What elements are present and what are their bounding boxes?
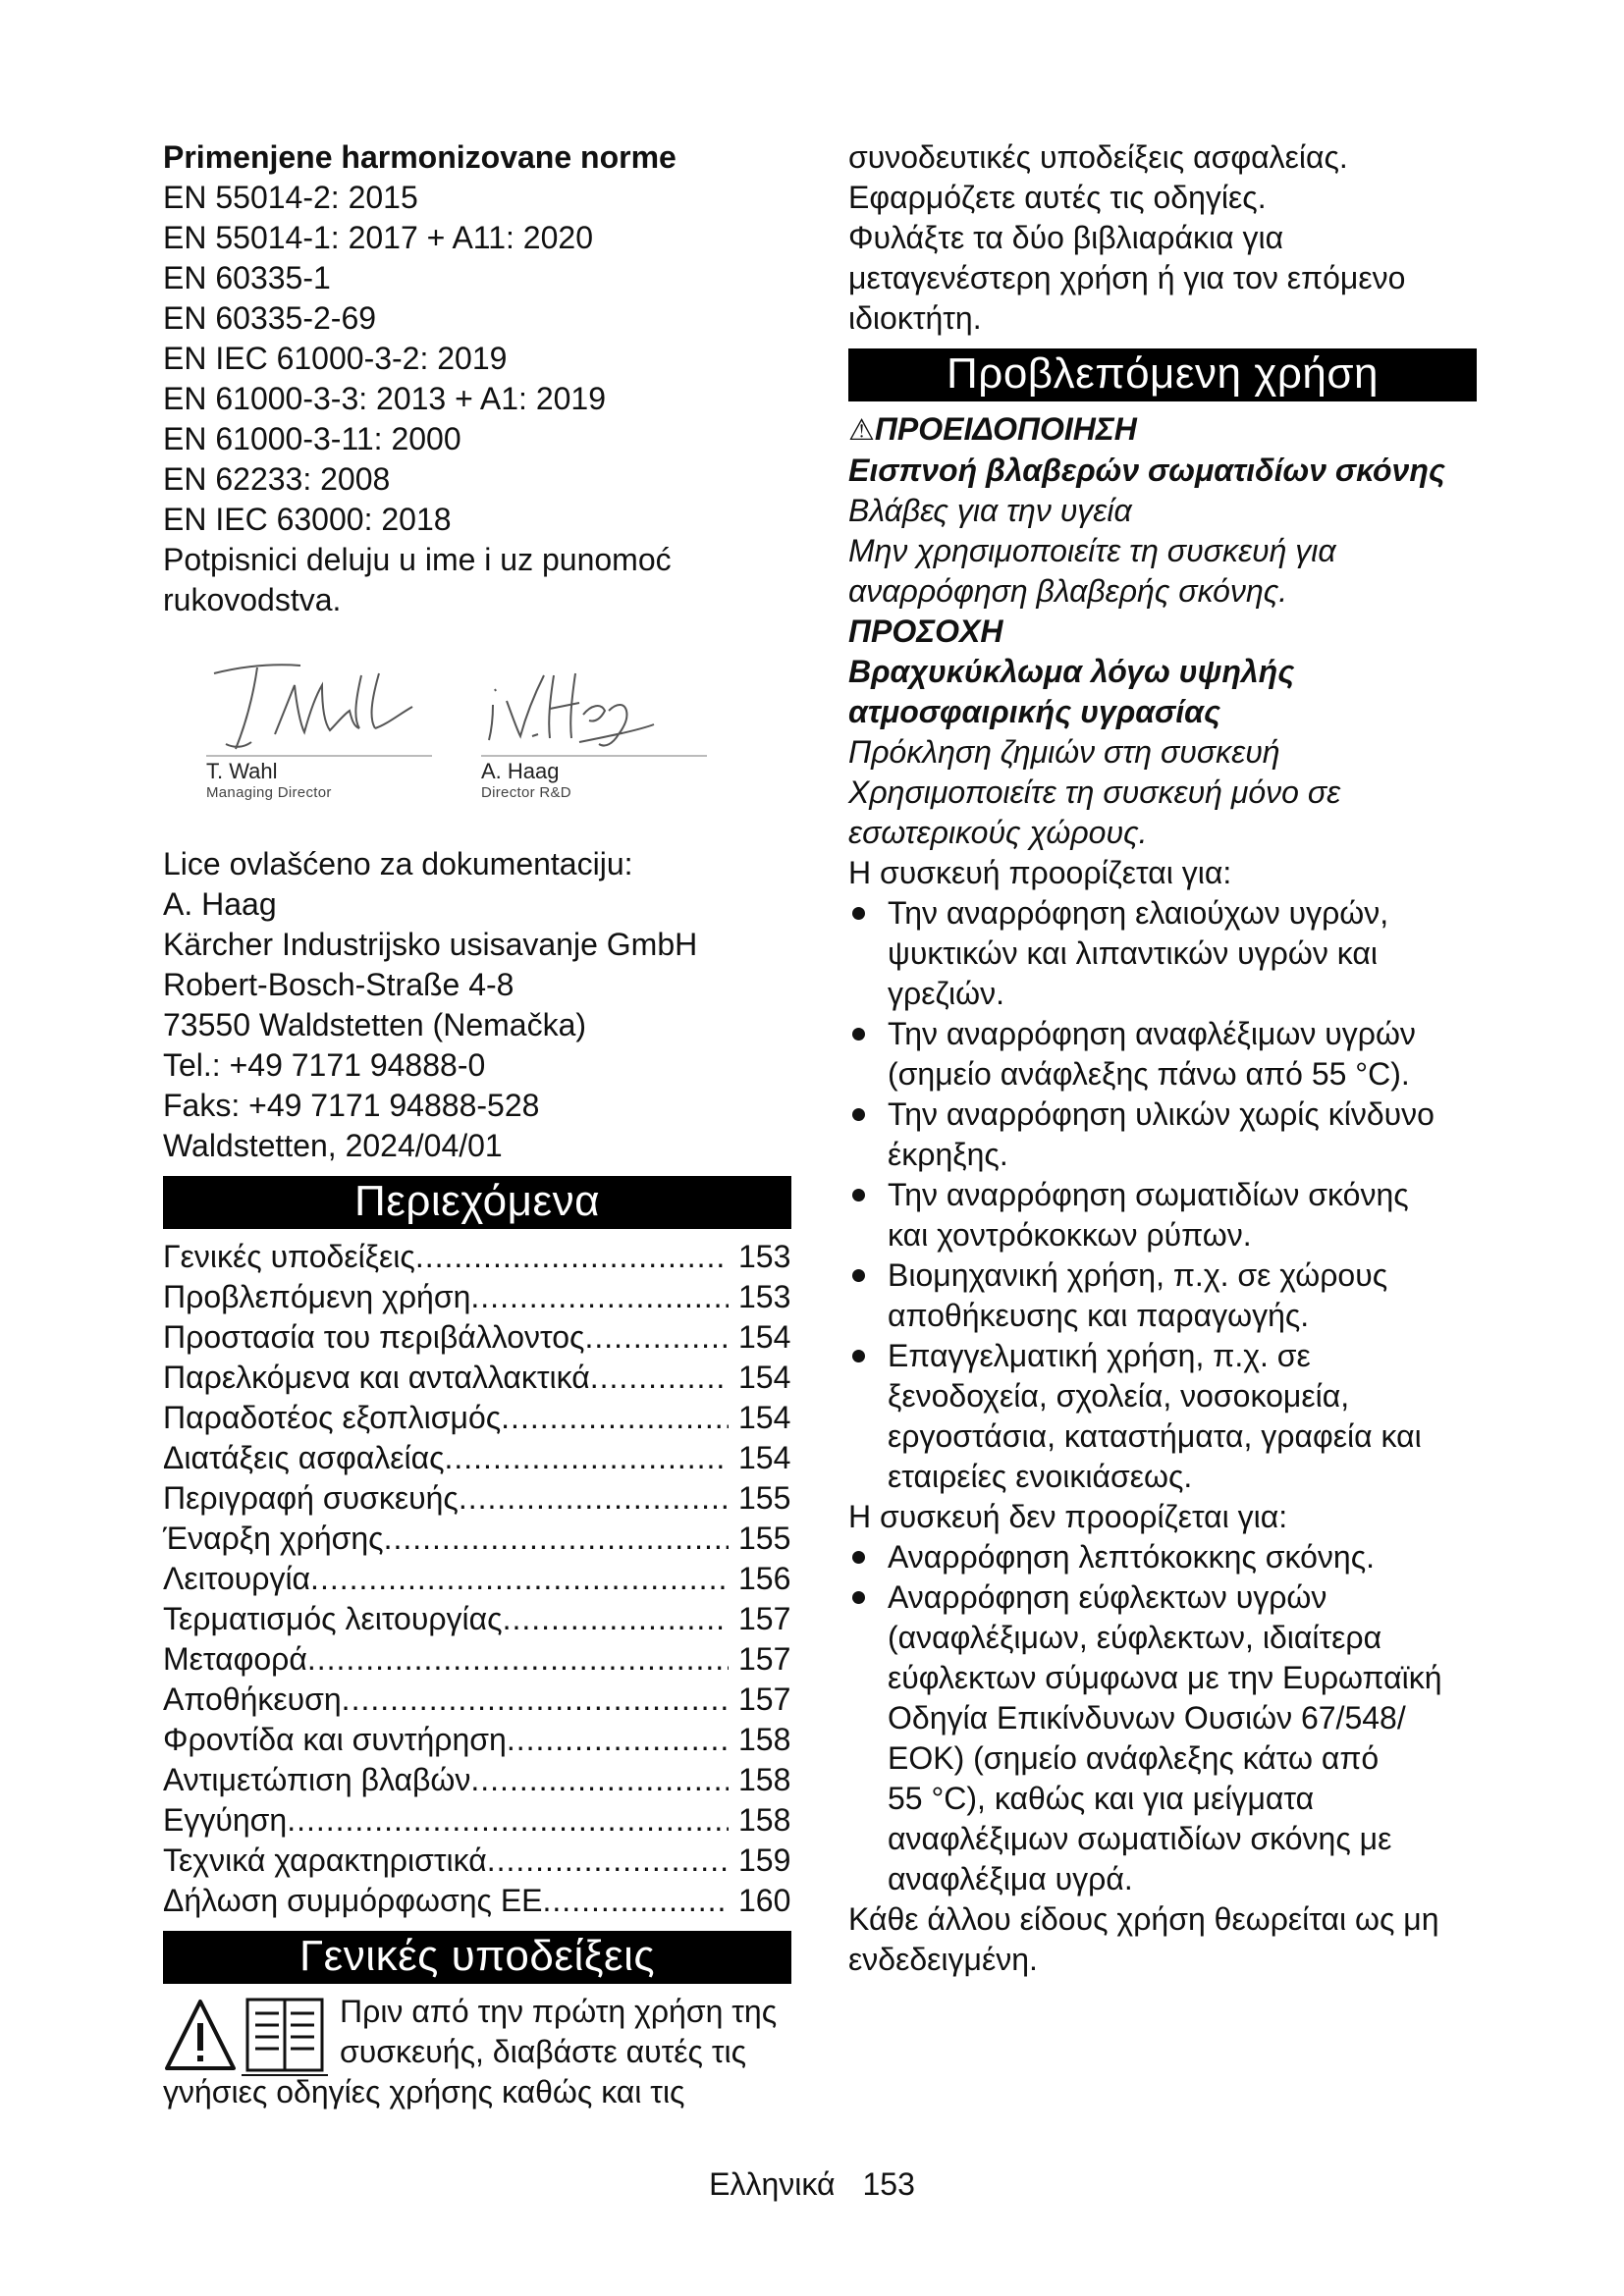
bullet-icon [852, 1028, 865, 1041]
toc-leader [507, 1720, 729, 1760]
footer-language: Ελληνικά [709, 2166, 836, 2202]
toc-entry[interactable] [163, 1639, 791, 1680]
toc-entry-page: 158 [738, 1722, 791, 1757]
list-item [848, 1577, 1477, 1899]
signatories-text: Potpisnici deluju u ime i uz punomoć [163, 542, 672, 577]
toc-leader [444, 1438, 729, 1478]
toc-entry[interactable] [163, 1599, 791, 1639]
toc-leader [470, 1277, 729, 1317]
list-item-line: αποθήκευσης και παραγωγής. [888, 1298, 1310, 1333]
warning-text: αναρρόφηση βλαβερής σκόνης. [848, 573, 1288, 609]
contact-line: A. Haag [163, 886, 277, 922]
warning-text: Βλάβες για την υγεία [848, 493, 1132, 528]
toc-entry[interactable] [163, 1358, 791, 1398]
list-item [848, 1175, 1477, 1255]
list-item [848, 1095, 1477, 1175]
toc-entry-title: Αντιμετώπιση βλαβών [163, 1762, 471, 1797]
list-item-line: αναφλέξιμων σωματιδίων σκόνης με [888, 1821, 1392, 1856]
bullet-icon [852, 1269, 865, 1282]
toc-entry-title: Λειτουργία [163, 1561, 311, 1596]
toc-heading: Περιεχόμενα [163, 1176, 791, 1229]
caution-title: Βραχυκύκλωμα λόγω υψηλής [848, 654, 1295, 689]
contact-line: Robert-Bosch-Straße 4-8 [163, 967, 514, 1002]
list-item-line: Την αναρρόφηση αναφλέξιμων υγρών [888, 1016, 1416, 1051]
list-item [848, 1255, 1477, 1336]
signature-block [206, 646, 432, 802]
toc-entry-title: Μεταφορά [163, 1641, 307, 1677]
toc-entry-title: Διατάξεις ασφαλείας [163, 1440, 445, 1475]
toc-leader [310, 1559, 729, 1599]
list-item [848, 893, 1477, 1014]
toc-entry-page: 157 [738, 1601, 791, 1636]
contact-line: Kärcher Industrijsko usisavanje GmbH [163, 927, 698, 962]
signatures [163, 646, 791, 832]
toc-entry-page: 153 [738, 1279, 791, 1314]
bullet-icon [852, 1108, 865, 1121]
toc-entry-page: 156 [738, 1561, 791, 1596]
intended-use-list [848, 893, 1477, 1497]
toc-leader [459, 1478, 729, 1519]
warning-title: Εισπνοή βλαβερών σωματιδίων σκόνης [848, 453, 1445, 488]
caution-label: ΠΡΟΣΟΧΗ [848, 614, 1003, 649]
general-notes-line: γνήσιες οδηγίες χρήσης καθώς και τις [163, 2074, 685, 2109]
list-item [848, 1336, 1477, 1497]
list-item [848, 1014, 1477, 1095]
toc-leader [470, 1760, 729, 1800]
list-item-line: Την αναρρόφηση σωματιδίων σκόνης [888, 1177, 1409, 1212]
toc-entry-page: 158 [738, 1762, 791, 1797]
page-footer [0, 2166, 1624, 2203]
list-item-line: Βιομηχανική χρήση, π.χ. σε χώρους [888, 1257, 1388, 1293]
list-item-line: εύφλεκτων σύμφωνα με την Ευρωπαϊκή [888, 1660, 1442, 1695]
contact-line: Faks: +49 7171 94888-528 [163, 1088, 540, 1123]
toc-entry[interactable] [163, 1760, 791, 1800]
warning-triangle-icon [167, 2002, 234, 2068]
warning-label: ΠΡΟΕΙΔΟΠΟΙΗΣΗ [874, 411, 1137, 447]
signature-wahl-image [206, 646, 432, 759]
norm-item: EN 55014-1: 2017 + A11: 2020 [163, 220, 593, 255]
toc-entry[interactable] [163, 1841, 791, 1881]
toc-entry-title: Παραδοτέος εξοπλισμός [163, 1400, 502, 1435]
bullet-icon [852, 1551, 865, 1564]
norm-item: EN 61000-3-3: 2013 + A1: 2019 [163, 381, 607, 416]
toc-entry[interactable] [163, 1720, 791, 1760]
list-item-line: Την αναρρόφηση υλικών χωρίς κίνδυνο [888, 1096, 1435, 1132]
bullet-icon [852, 907, 865, 920]
toc-leader [287, 1800, 729, 1841]
list-item-line: Αναρρόφηση εύφλεκτων υγρών [888, 1579, 1327, 1615]
list-item-line: εταιρείες ενοικιάσεως. [888, 1459, 1193, 1494]
toc-entry-page: 160 [738, 1883, 791, 1918]
caution-title: ατμοσφαιρικής υγρασίας [848, 694, 1221, 729]
norm-item: EN 62233: 2008 [163, 461, 391, 497]
signature-name: T. Wahl [206, 759, 278, 783]
toc-leader [590, 1358, 729, 1398]
toc-entry-page: 159 [738, 1842, 791, 1878]
signature-haag-image [481, 646, 707, 759]
signatories-text: rukovodstva. [163, 582, 342, 617]
text-line: μεταγενέστερη χρήση ή για τον επόμενο [848, 260, 1406, 295]
list-item-line: γρεζιών. [888, 976, 1004, 1011]
toc-leader [384, 1519, 729, 1559]
toc-entry-page: 157 [738, 1682, 791, 1717]
left-column [163, 137, 791, 2112]
list-item-line: (αναφλέξιμων, εύφλεκτων, ιδιαίτερα [888, 1620, 1382, 1655]
toc-entry-title: Φροντίδα και συντήρηση [163, 1722, 507, 1757]
toc-entry[interactable] [163, 1881, 791, 1921]
toc-entry-page: 155 [738, 1480, 791, 1516]
not-intended-for-intro: Η συσκευή δεν προορίζεται για: [848, 1499, 1288, 1534]
norm-item: EN 55014-2: 2015 [163, 180, 418, 215]
signature-block [481, 646, 707, 802]
list-item-line: ψυκτικών και λιπαντικών υγρών και [888, 935, 1378, 971]
toc-entry-page: 157 [738, 1641, 791, 1677]
signature-title: Managing Director [206, 784, 332, 801]
norm-item: EN 61000-3-11: 2000 [163, 421, 461, 456]
toc-entry-title: Περιγραφή συσκευής [163, 1480, 459, 1516]
intended-for-intro: Η συσκευή προορίζεται για: [848, 855, 1232, 890]
toc-leader [584, 1317, 729, 1358]
warning-sign-icon: ⚠ [848, 414, 875, 447]
table-of-contents [163, 1237, 791, 1921]
toc-entry-title: Τερματισμός λειτουργίας [163, 1601, 503, 1636]
contact-line: Lice ovlašćeno za dokumentaciju: [163, 846, 633, 881]
norm-item: EN IEC 63000: 2018 [163, 502, 452, 537]
list-item-line: (σημείο ανάφλεξης πάνω από 55 °C). [888, 1056, 1410, 1092]
contact-line: Waldstetten, 2024/04/01 [163, 1128, 503, 1163]
text-line: ιδιοκτήτη. [848, 300, 982, 336]
norm-item: EN 60335-2-69 [163, 300, 377, 336]
list-item-line: Οδηγία Επικίνδυνων Ουσιών 67/548/ [888, 1700, 1406, 1735]
toc-entry[interactable] [163, 1478, 791, 1519]
list-item-line: 55 °C), καθώς και για μείγματα [888, 1781, 1315, 1816]
footer-page-number: 153 [862, 2166, 915, 2202]
toc-entry-page: 154 [738, 1400, 791, 1435]
toc-entry-title: Προβλεπόμενη χρήση [163, 1279, 471, 1314]
toc-entry-title: Αποθήκευση [163, 1682, 342, 1717]
warning-text: Μην χρησιμοποιείτε τη συσκευή για [848, 533, 1336, 568]
right-column [848, 137, 1477, 1980]
text-line: Εφαρμόζετε αυτές τις οδηγίες. [848, 180, 1267, 215]
general-notes-line: Πριν από την πρώτη χρήση της [340, 1994, 778, 2029]
norm-item: EN IEC 61000-3-2: 2019 [163, 341, 508, 376]
toc-entry-title: Προστασία του περιβάλλοντος [163, 1319, 585, 1355]
signature-title: Director R&D [481, 784, 571, 801]
list-item-line: εργοστάσια, καταστήματα, γραφεία και [888, 1418, 1422, 1454]
norm-item: EN 60335-1 [163, 260, 331, 295]
toc-entry-title: Δήλωση συμμόρφωσης ΕΕ [163, 1883, 543, 1918]
manual-book-icon [242, 2000, 328, 2076]
toc-entry[interactable] [163, 1800, 791, 1841]
list-item-line: Επαγγελματική χρήση, π.χ. σε [888, 1338, 1311, 1373]
list-item-line: Αναρρόφηση λεπτόκοκκης σκόνης. [888, 1539, 1376, 1575]
closing-text: ενδεδειγμένη. [848, 1942, 1038, 1977]
text-line: Φυλάξτε τα δύο βιβλιαράκια για [848, 220, 1284, 255]
contact-line: 73550 Waldstetten (Nemačka) [163, 1007, 587, 1042]
bullet-icon [852, 1189, 865, 1201]
toc-entry-title: Τεχνικά χαρακτηριστικά [163, 1842, 487, 1878]
toc-entry-page: 153 [738, 1239, 791, 1274]
toc-entry[interactable] [163, 1438, 791, 1478]
norms-list [163, 178, 791, 540]
toc-leader [415, 1237, 729, 1277]
toc-entry-page: 154 [738, 1319, 791, 1355]
warning-and-manual-icons [163, 1994, 330, 2076]
toc-leader [487, 1841, 729, 1881]
toc-entry[interactable] [163, 1398, 791, 1438]
toc-entry-page: 158 [738, 1802, 791, 1838]
bullet-icon [852, 1591, 865, 1604]
list-item-line: και χοντρόκοκκων ρύπων. [888, 1217, 1252, 1253]
contact-line: Tel.: +49 7171 94888-0 [163, 1047, 486, 1083]
caution-text: Χρησιμοποιείτε τη συσκευή μόνο σε [848, 774, 1341, 810]
closing-text: Κάθε άλλου είδους χρήση θεωρείται ως μη [848, 1901, 1439, 1937]
general-notes-line: συσκευής, διαβάστε αυτές τις [340, 2034, 747, 2069]
list-item-line: ΕΟΚ) (σημείο ανάφλεξης κάτω από [888, 1740, 1380, 1776]
toc-entry-title: Εγγύηση [163, 1802, 288, 1838]
toc-entry-title: Γενικές υποδείξεις [163, 1239, 415, 1274]
warning-label-line [848, 409, 1477, 451]
intended-use-heading: Προβλεπόμενη χρήση [848, 348, 1477, 401]
contact-block [163, 844, 791, 1166]
toc-leader [543, 1881, 729, 1921]
general-notes-intro [163, 1992, 791, 2112]
caution-text: Πρόκληση ζημιών στη συσκευή [848, 734, 1280, 770]
toc-entry[interactable] [163, 1317, 791, 1358]
bullet-icon [852, 1350, 865, 1362]
list-item-line: ξενοδοχεία, σχολεία, νοσοκομεία, [888, 1378, 1350, 1414]
toc-entry[interactable] [163, 1519, 791, 1559]
text-line: συνοδευτικές υποδείξεις ασφαλείας. [848, 139, 1348, 175]
list-item-line: αναφλέξιμα υγρά. [888, 1861, 1133, 1896]
toc-entry-page: 155 [738, 1521, 791, 1556]
toc-leader [503, 1599, 729, 1639]
toc-entry[interactable] [163, 1559, 791, 1599]
list-item-line: Την αναρρόφηση ελαιούχων υγρών, [888, 895, 1389, 931]
toc-leader [501, 1398, 729, 1438]
toc-leader [307, 1639, 729, 1680]
caution-text: εσωτερικούς χώρους. [848, 815, 1148, 850]
general-notes-heading: Γενικές υποδείξεις [163, 1931, 791, 1984]
toc-entry[interactable] [163, 1680, 791, 1720]
toc-entry[interactable] [163, 1277, 791, 1317]
toc-entry-page: 154 [738, 1360, 791, 1395]
toc-entry[interactable] [163, 1237, 791, 1277]
warning-block [848, 409, 1477, 612]
toc-leader [342, 1680, 729, 1720]
signature-name: A. Haag [481, 759, 560, 783]
caution-block [848, 612, 1477, 853]
toc-entry-page: 154 [738, 1440, 791, 1475]
norms-heading: Primenjene harmonizovane norme [163, 139, 677, 175]
toc-entry-title: Παρελκόμενα και ανταλλακτικά [163, 1360, 590, 1395]
list-item [848, 1537, 1477, 1577]
not-intended-use-list [848, 1537, 1477, 1899]
list-item-line: έκρηξης. [888, 1137, 1008, 1172]
general-notes-continued [848, 137, 1477, 339]
toc-entry-title: Έναρξη χρήσης [163, 1521, 384, 1556]
